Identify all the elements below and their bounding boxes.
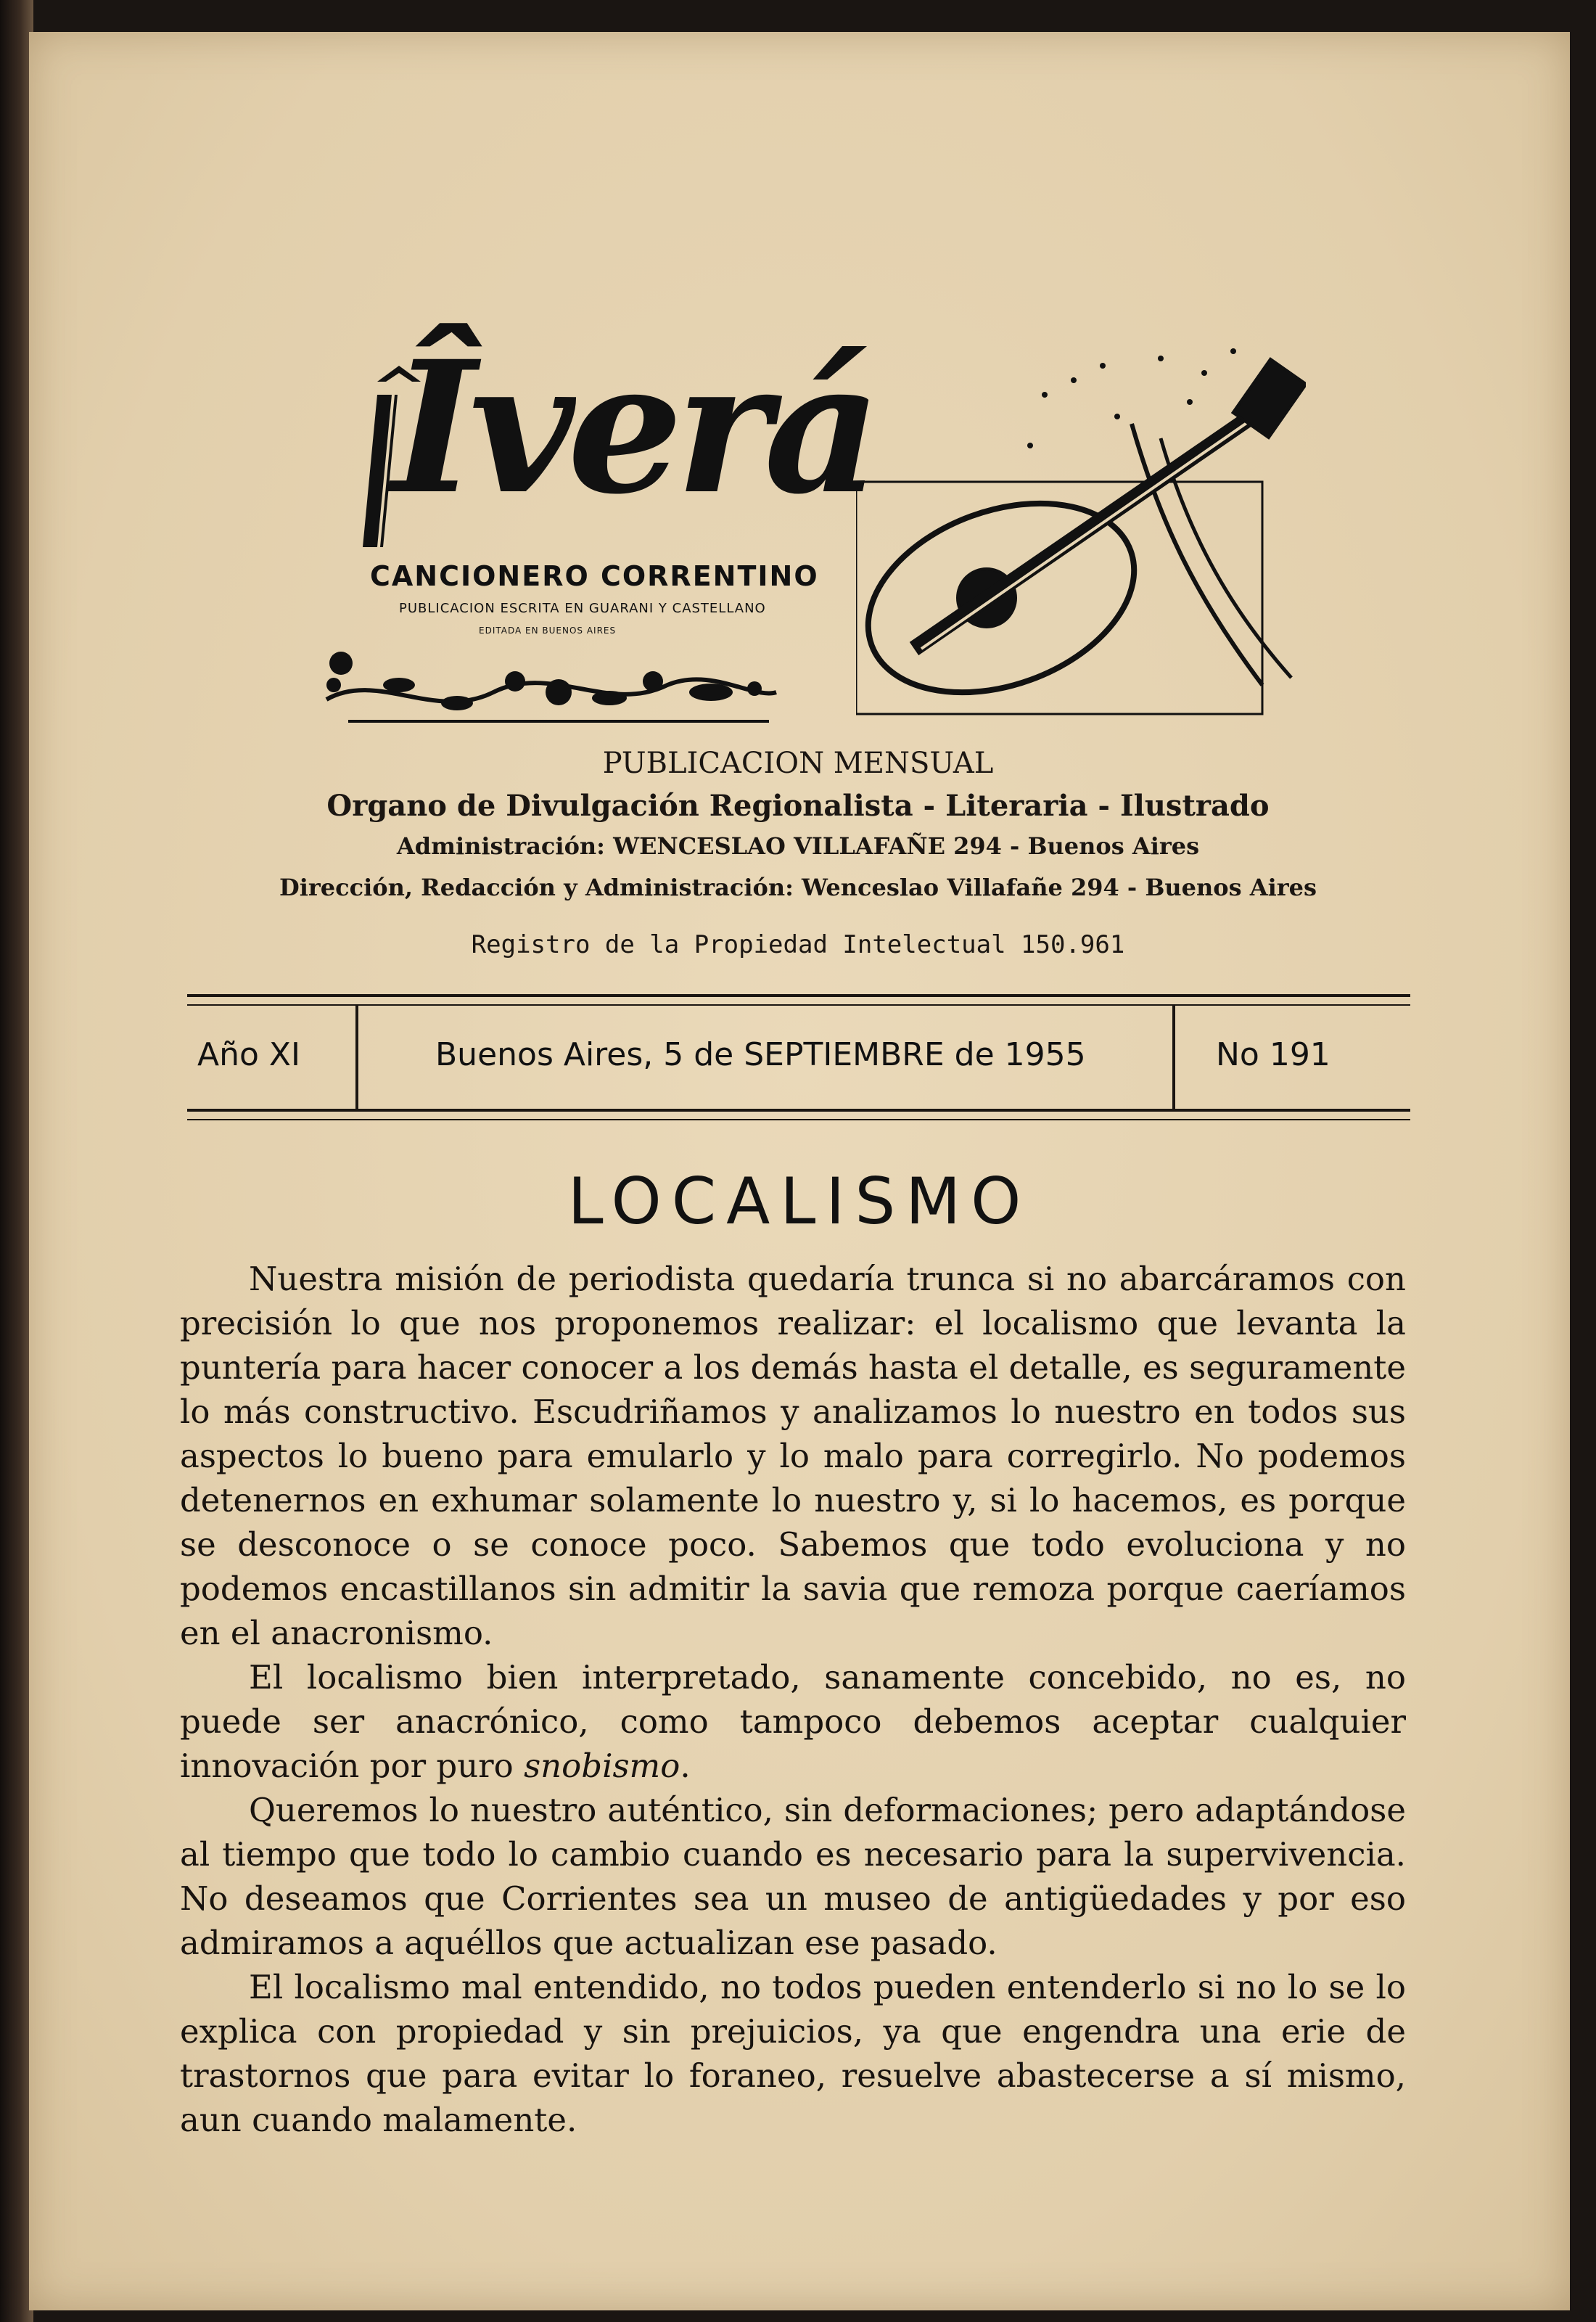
- masthead-subtitle: CANCIONERO CORRENTINO: [370, 560, 819, 592]
- masthead-logo: Îverá: [392, 321, 874, 534]
- publication-administration: Administración: WENCESLAO VILLAFAÑE 294 - Buenos Aires: [396, 832, 1200, 860]
- article-paragraph: Queremos lo nuestro auténtico, sin deformaciones; pero adaptándose al tiempo que todo lo cambio cuando es necesario para la supervivencia. No deseamos que Corrientes sea un museo de antigüedades y por eso admiramos a aquéllos que actualizan ese pasado.: [180, 1791, 1406, 1962]
- publication-frequency: PUBLICACION MENSUAL: [602, 747, 994, 780]
- article-body: [180, 1257, 1406, 2142]
- article-title: LOCALISMO: [567, 1164, 1032, 1239]
- masthead-tagline: PUBLICACION ESCRITA EN GUARANI Y CASTELLANO: [399, 601, 766, 616]
- issue-place-date: Buenos Aires, 5 de SEPTIEMBRE de 1955: [435, 1036, 1086, 1073]
- issue-bar-bottom-rule-thin: [187, 1119, 1410, 1120]
- article-text: El localismo bien interpretado, sanamente concebido, no es, no puede ser anacrónico, como tampoco debemos aceptar cualquier innovación por puro: [180, 1658, 1406, 1785]
- publication-organ: Organo de Divulgación Regionalista - Literaria - Ilustrado: [326, 789, 1270, 823]
- masthead-tagline-secondary: EDITADA EN BUENOS AIRES: [479, 625, 617, 636]
- article-paragraph: Nuestra misión de periodista quedaría trunca si no abarcáramos con precisión lo que nos proponemos realizar: el localismo que levanta la puntería para hacer conocer a los demás hasta el detalle, es seguramente lo más constructivo. Escudriñamos y analizamos lo nuestro en todos sus aspectos lo bueno para emularlo y lo malo para corregirlo. No podemos detenernos en exhumar solamente lo nuestro y, si lo hacemos, es porque se desconoce o se conoce poco. Sabemos que todo evoluciona y no podemos encastillanos sin admitir la savia que remoza porque caeríamos en el anacronismo.: [180, 1260, 1406, 1652]
- issue-year: Año XI: [197, 1036, 301, 1073]
- article-emphasis: snobismo: [524, 1747, 680, 1785]
- issue-bar-bottom-rule: [187, 1109, 1410, 1112]
- publication-direction: Dirección, Redacción y Administración: Wenceslao Villafañe 294 - Buenos Aires: [279, 874, 1317, 901]
- issue-number: No 191: [1216, 1036, 1330, 1073]
- article-text: .: [680, 1747, 691, 1785]
- issue-bar-divider: [355, 1006, 358, 1109]
- floral-ornament-illustration: [319, 612, 783, 729]
- magazine-page: [29, 32, 1570, 2310]
- guitar-illustration: [856, 337, 1306, 729]
- publication-registry: Registro de la Propiedad Intelectual 150.961: [471, 930, 1125, 959]
- issue-bar-top-rule: [187, 994, 1410, 997]
- article-paragraph: [180, 1655, 1406, 1788]
- issue-bar-top-rule-thin: [187, 1004, 1410, 1006]
- issue-bar-divider: [1172, 1006, 1175, 1109]
- masthead: [305, 321, 1306, 729]
- article-paragraph: El localismo mal entendido, no todos pueden entenderlo si no lo se lo explica con propiedad y sin prejuicios, ya que engendra una erie de trastornos que para evitar lo foraneo, resuelve abastecerse a sí mismo, aun cuando malamente.: [180, 1968, 1406, 2139]
